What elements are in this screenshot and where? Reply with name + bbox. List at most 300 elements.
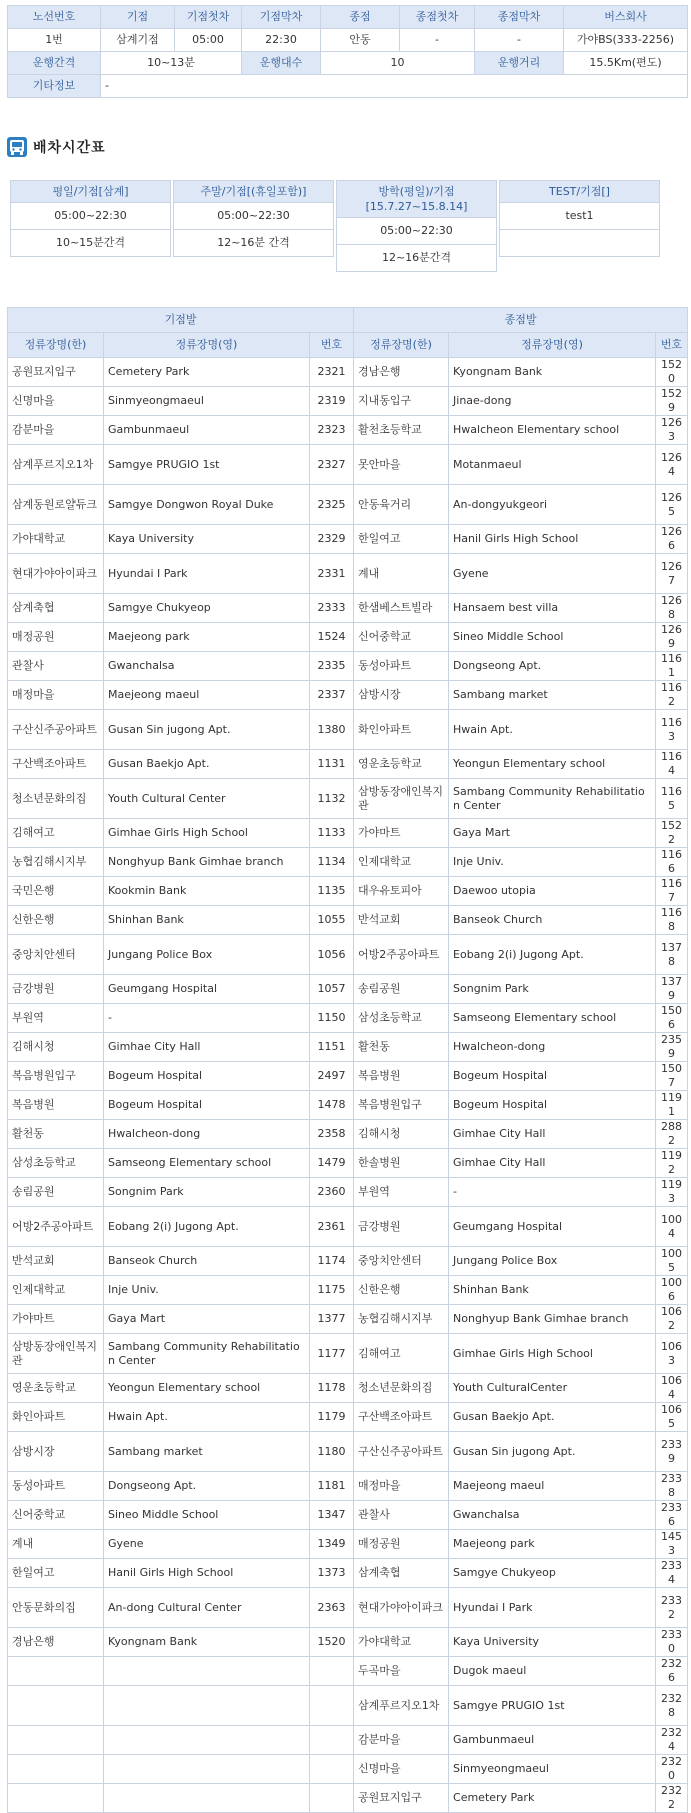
- origin-stop-name-ko: 중앙치안센터: [8, 935, 104, 975]
- origin-stop-number: 2325: [310, 485, 354, 525]
- terminus-stop-name-en: Samgye Chukyeop: [449, 1559, 656, 1588]
- bus-count-value: 10: [321, 52, 475, 75]
- origin-stop-number: 1133: [310, 819, 354, 848]
- terminus-stop-name-ko: 청소년문화의집: [354, 1374, 449, 1403]
- origin-stop-name-ko: 송림공원: [8, 1178, 104, 1207]
- terminus-stop-name-ko: 삼방동장애인복지관: [354, 779, 449, 819]
- origin-stop-name-en: Samgye Chukyeop: [104, 594, 310, 623]
- origin-stop-number: 1135: [310, 877, 354, 906]
- interval-label: 운행간격: [8, 52, 101, 75]
- terminus-stop-name-ko: 김해여고: [354, 1334, 449, 1374]
- table-row: [8, 445, 688, 485]
- terminus-stop-name-ko: 한샘베스트빌라: [354, 594, 449, 623]
- schedule-card-title: 방학(평일)/기점 [15.7.27~15.8.14]: [337, 181, 496, 218]
- route-number: 1번: [8, 29, 101, 52]
- terminus-stop-name-en: Gusan Baekjo Apt.: [449, 1403, 656, 1432]
- schedule-card-title: 주말/기점[(휴일포함)]: [174, 181, 333, 203]
- etc-label: 기타정보: [8, 75, 101, 98]
- origin-stop-number: 2361: [310, 1207, 354, 1247]
- stop-number-header: 번호: [656, 333, 688, 358]
- origin-stop-name-en: Sineo Middle School: [104, 1501, 310, 1530]
- origin-stop-name-en: Shinhan Bank: [104, 906, 310, 935]
- stop-name-ko-header: 정류장명(한): [354, 333, 449, 358]
- terminus-stop-name-en: Hansaem best villa: [449, 594, 656, 623]
- origin: 삼계기점: [101, 29, 175, 52]
- terminus-stop-name-en: Banseok Church: [449, 906, 656, 935]
- origin-stop-name-en: Gusan Baekjo Apt.: [104, 750, 310, 779]
- terminus-stop-name-ko: 활천동: [354, 1033, 449, 1062]
- origin-stop-name-ko: 신어중학교: [8, 1501, 104, 1530]
- origin-stop-number: 1175: [310, 1276, 354, 1305]
- terminus-stop-number: 1193: [656, 1178, 688, 1207]
- terminus-stop-name-ko: 매정마을: [354, 1472, 449, 1501]
- terminus-stop-name-en: Gimhae City Hall: [449, 1120, 656, 1149]
- origin-stop-number: 2497: [310, 1062, 354, 1091]
- schedule-card-interval: [500, 230, 659, 256]
- bus-company-header: 버스회사: [564, 6, 688, 29]
- route-info-value-row: [8, 29, 688, 52]
- terminus-stop-name-en: Hwalcheon-dong: [449, 1033, 656, 1062]
- terminus-stop-number: 1529: [656, 387, 688, 416]
- terminus-first-header: 종점첫차: [400, 6, 475, 29]
- schedule-card-weekday: [10, 180, 171, 257]
- terminus-stop-number: 1264: [656, 445, 688, 485]
- table-row: [8, 1033, 688, 1062]
- origin-stop-name-ko: 활천동: [8, 1120, 104, 1149]
- origin-stop-name-en: Hanil Girls High School: [104, 1559, 310, 1588]
- terminus-stop-number: 1378: [656, 935, 688, 975]
- schedule-section-title: [7, 136, 106, 158]
- origin-stop-name-ko: 매정마을: [8, 681, 104, 710]
- table-row: [8, 750, 688, 779]
- route-number-header: 노선번호: [8, 6, 101, 29]
- terminus: 안동: [321, 29, 400, 52]
- terminus-stop-number: 2324: [656, 1726, 688, 1755]
- origin-stop-number: 1134: [310, 848, 354, 877]
- table-row: [8, 554, 688, 594]
- origin-stop-name-en: Maejeong maeul: [104, 681, 310, 710]
- terminus-first-bus: -: [400, 29, 475, 52]
- table-row: [8, 975, 688, 1004]
- terminus-stop-name-ko: 금강병원: [354, 1207, 449, 1247]
- origin-stop-name-en: Sinmyeongmaeul: [104, 387, 310, 416]
- table-row: [8, 848, 688, 877]
- origin-last-header: 기점막차: [242, 6, 321, 29]
- terminus-stop-name-en: Kaya University: [449, 1628, 656, 1657]
- terminus-stop-name-en: An-dongyukgeori: [449, 485, 656, 525]
- origin-stop-number: 1057: [310, 975, 354, 1004]
- origin-stop-name-ko: 가야마트: [8, 1305, 104, 1334]
- table-row: [8, 906, 688, 935]
- terminus-stop-name-ko: 관찰사: [354, 1501, 449, 1530]
- table-row: [8, 525, 688, 554]
- origin-stop-number: 1478: [310, 1091, 354, 1120]
- origin-stop-name-en: Gimhae Girls High School: [104, 819, 310, 848]
- origin-stop-name-ko: 인제대학교: [8, 1276, 104, 1305]
- origin-stop-name-ko: 동성아파트: [8, 1472, 104, 1501]
- terminus-stop-name-ko: 계내: [354, 554, 449, 594]
- origin-stop-name-ko: 삼방동장애인복지관: [8, 1334, 104, 1374]
- origin-stop-name-ko: 삼방시장: [8, 1432, 104, 1472]
- terminus-stop-name-en: Hyundai I Park: [449, 1588, 656, 1628]
- terminus-stop-name-en: Motanmaeul: [449, 445, 656, 485]
- terminus-stop-name-ko: 대우유토피아: [354, 877, 449, 906]
- origin-stop-name-en: Jungang Police Box: [104, 935, 310, 975]
- terminus-stop-name-en: Shinhan Bank: [449, 1276, 656, 1305]
- table-row: [8, 1276, 688, 1305]
- origin-stop-name-en: Banseok Church: [104, 1247, 310, 1276]
- origin-stop-name-ko: 농협김해시지부: [8, 848, 104, 877]
- terminus-stop-name-ko: 복음병원: [354, 1062, 449, 1091]
- origin-stop-number: 2321: [310, 358, 354, 387]
- origin-stop-name-en: Yeongun Elementary school: [104, 1374, 310, 1403]
- table-row: [8, 1374, 688, 1403]
- origin-stop-number: 1347: [310, 1501, 354, 1530]
- table-row: [8, 1559, 688, 1588]
- origin-stop-name-ko: 매정공원: [8, 623, 104, 652]
- table-row: [8, 1091, 688, 1120]
- origin-stop-number: 1174: [310, 1247, 354, 1276]
- terminus-stop-name-ko: 부원역: [354, 1178, 449, 1207]
- origin-stop-name-en: Youth Cultural Center: [104, 779, 310, 819]
- terminus-stop-name-ko: 못안마을: [354, 445, 449, 485]
- table-row: [8, 485, 688, 525]
- terminus-stop-name-ko: 화인아파트: [354, 710, 449, 750]
- interval-value: 10~13분: [101, 52, 242, 75]
- origin-stop-name-en: [104, 1657, 310, 1686]
- table-row: [8, 1686, 688, 1726]
- origin-stop-name-en: -: [104, 1004, 310, 1033]
- terminus-stop-name-en: Daewoo utopia: [449, 877, 656, 906]
- origin-first-bus: 05:00: [175, 29, 242, 52]
- origin-stop-name-ko: 계내: [8, 1530, 104, 1559]
- terminus-stop-number: 1164: [656, 750, 688, 779]
- terminus-stop-name-en: Sambang Community Rehabilitation Center: [449, 779, 656, 819]
- table-row: [8, 387, 688, 416]
- table-row: [8, 935, 688, 975]
- table-row: [8, 1403, 688, 1432]
- table-row: [8, 623, 688, 652]
- terminus-stop-number: 1506: [656, 1004, 688, 1033]
- origin-stop-name-ko: 경남은행: [8, 1628, 104, 1657]
- route-info-header-row: [8, 6, 688, 29]
- schedule-card-weekend: [173, 180, 334, 257]
- origin-stop-name-en: Eobang 2(i) Jugong Apt.: [104, 1207, 310, 1247]
- terminus-stop-number: 1005: [656, 1247, 688, 1276]
- origin-stop-number: [310, 1726, 354, 1755]
- schedule-title: 배차시간표: [33, 140, 106, 156]
- origin-stop-name-en: Songnim Park: [104, 1178, 310, 1207]
- terminus-stop-number: 2339: [656, 1432, 688, 1472]
- terminus-stop-name-en: Dongseong Apt.: [449, 652, 656, 681]
- origin-stop-name-ko: 김해시청: [8, 1033, 104, 1062]
- origin-stop-number: 2327: [310, 445, 354, 485]
- terminus-stop-name-ko: 구산신주공아파트: [354, 1432, 449, 1472]
- terminus-stop-number: 1267: [656, 554, 688, 594]
- schedule-card-title: TEST/기점[]: [500, 181, 659, 203]
- table-row: [8, 1726, 688, 1755]
- terminus-stop-number: 1163: [656, 710, 688, 750]
- table-row: [8, 877, 688, 906]
- origin-stop-number: 1150: [310, 1004, 354, 1033]
- terminus-stop-number: 2332: [656, 1588, 688, 1628]
- terminus-stop-number: 1065: [656, 1403, 688, 1432]
- stop-number-header: 번호: [310, 333, 354, 358]
- origin-stop-name-ko: [8, 1686, 104, 1726]
- terminus-stop-name-ko: 삼방시장: [354, 681, 449, 710]
- origin-stop-name-en: Hwalcheon-dong: [104, 1120, 310, 1149]
- terminus-stop-number: 1268: [656, 594, 688, 623]
- origin-stop-number: [310, 1755, 354, 1784]
- schedule-card-test: [499, 180, 660, 257]
- terminus-stop-name-en: Samgye PRUGIO 1st: [449, 1686, 656, 1726]
- terminus-stop-number: 1165: [656, 779, 688, 819]
- origin-stop-number: 1177: [310, 1334, 354, 1374]
- table-row: [8, 1588, 688, 1628]
- terminus-stop-name-ko: 구산백조아파트: [354, 1403, 449, 1432]
- origin-stop-name-en: Gaya Mart: [104, 1305, 310, 1334]
- origin-stop-number: 1181: [310, 1472, 354, 1501]
- terminus-stop-name-ko: 경남은행: [354, 358, 449, 387]
- origin-stop-name-en: Kookmin Bank: [104, 877, 310, 906]
- terminus-stop-name-ko: 중앙치안센터: [354, 1247, 449, 1276]
- terminus-stop-number: 2338: [656, 1472, 688, 1501]
- terminus-stop-name-en: Kyongnam Bank: [449, 358, 656, 387]
- terminus-stop-number: 1263: [656, 416, 688, 445]
- terminus-stop-name-en: Jungang Police Box: [449, 1247, 656, 1276]
- terminus-stop-number: 1379: [656, 975, 688, 1004]
- bus-stops-table: [7, 307, 688, 1813]
- stop-name-en-header: 정류장명(영): [449, 333, 656, 358]
- terminus-stop-name-ko: 한일여고: [354, 525, 449, 554]
- terminus-stop-name-en: Gyene: [449, 554, 656, 594]
- terminus-stop-number: 1192: [656, 1149, 688, 1178]
- stop-name-en-header: 정류장명(영): [104, 333, 310, 358]
- terminus-stop-number: 1064: [656, 1374, 688, 1403]
- terminus-stop-name-en: Jinae-dong: [449, 387, 656, 416]
- terminus-stop-name-en: Yeongun Elementary school: [449, 750, 656, 779]
- terminus-stop-name-en: Hwain Apt.: [449, 710, 656, 750]
- table-row: [8, 1472, 688, 1501]
- terminus-stop-name-ko: 안동육거리: [354, 485, 449, 525]
- terminus-stop-name-ko: 활천초등학교: [354, 416, 449, 445]
- terminus-stop-name-en: Samseong Elementary school: [449, 1004, 656, 1033]
- terminus-header: 종점: [321, 6, 400, 29]
- terminus-stop-number: 1269: [656, 623, 688, 652]
- origin-stop-number: 1479: [310, 1149, 354, 1178]
- terminus-stop-number: 1004: [656, 1207, 688, 1247]
- origin-stop-number: 2331: [310, 554, 354, 594]
- terminus-stop-name-en: -: [449, 1178, 656, 1207]
- terminus-last-bus: -: [475, 29, 564, 52]
- terminus-stop-number: 2320: [656, 1755, 688, 1784]
- origin-stop-number: 2363: [310, 1588, 354, 1628]
- terminus-stop-name-en: Nonghyup Bank Gimhae branch: [449, 1305, 656, 1334]
- terminus-stop-number: 2359: [656, 1033, 688, 1062]
- terminus-stop-name-ko: 신한은행: [354, 1276, 449, 1305]
- schedule-card-hours: 05:00~22:30: [174, 203, 333, 230]
- terminus-stop-name-ko: 한솔병원: [354, 1149, 449, 1178]
- terminus-stop-name-ko: 삼성초등학교: [354, 1004, 449, 1033]
- terminus-stop-name-en: Gimhae City Hall: [449, 1149, 656, 1178]
- origin-stop-name-en: Gambunmaeul: [104, 416, 310, 445]
- terminus-stop-name-en: Sinmyeongmaeul: [449, 1755, 656, 1784]
- terminus-stop-name-ko: 농협김해시지부: [354, 1305, 449, 1334]
- terminus-stop-name-en: Gimhae Girls High School: [449, 1334, 656, 1374]
- origin-stop-number: 1056: [310, 935, 354, 975]
- origin-stop-number: [310, 1686, 354, 1726]
- terminus-stop-number: 2882: [656, 1120, 688, 1149]
- direction-header-row: [8, 308, 688, 333]
- stop-name-ko-header: 정류장명(한): [8, 333, 104, 358]
- table-row: [8, 358, 688, 387]
- origin-stop-name-ko: 어방2주공아파트: [8, 1207, 104, 1247]
- origin-stop-name-en: Samgye PRUGIO 1st: [104, 445, 310, 485]
- origin-stop-name-ko: 신명마을: [8, 387, 104, 416]
- terminus-stop-name-ko: 복음병원입구: [354, 1091, 449, 1120]
- origin-stop-name-ko: 복음병원: [8, 1091, 104, 1120]
- table-row: [8, 1149, 688, 1178]
- origin-stop-number: 1349: [310, 1530, 354, 1559]
- origin-stop-name-ko: 반석교회: [8, 1247, 104, 1276]
- origin-stop-number: 1055: [310, 906, 354, 935]
- origin-stop-name-en: Gyene: [104, 1530, 310, 1559]
- route-info-etc-row: [8, 75, 688, 98]
- origin-stop-number: [310, 1657, 354, 1686]
- terminus-stop-name-en: Songnim Park: [449, 975, 656, 1004]
- origin-stop-name-en: Dongseong Apt.: [104, 1472, 310, 1501]
- origin-stop-number: 2335: [310, 652, 354, 681]
- origin-stop-name-ko: 가야대학교: [8, 525, 104, 554]
- origin-stop-number: 1131: [310, 750, 354, 779]
- terminus-stop-name-en: Bogeum Hospital: [449, 1062, 656, 1091]
- route-info-detail-row: [8, 52, 688, 75]
- terminus-stop-number: 1167: [656, 877, 688, 906]
- terminus-stop-name-ko: 신명마을: [354, 1755, 449, 1784]
- origin-stop-name-en: Hyundai I Park: [104, 554, 310, 594]
- terminus-stop-name-ko: 김해시청: [354, 1120, 449, 1149]
- origin-first-header: 기점첫차: [175, 6, 242, 29]
- table-row: [8, 819, 688, 848]
- origin-stop-name-ko: [8, 1755, 104, 1784]
- terminus-stop-name-en: Gusan Sin jugong Apt.: [449, 1432, 656, 1472]
- origin-stop-name-en: An-dong Cultural Center: [104, 1588, 310, 1628]
- terminus-direction-header: 종점발: [354, 308, 688, 333]
- table-row: [8, 1207, 688, 1247]
- origin-stop-name-ko: 구산백조아파트: [8, 750, 104, 779]
- table-row: [8, 1628, 688, 1657]
- terminus-stop-name-ko: 공원묘지입구: [354, 1784, 449, 1813]
- terminus-stop-name-ko: 어방2주공아파트: [354, 935, 449, 975]
- origin-stop-name-ko: 복음병원입구: [8, 1062, 104, 1091]
- origin-stop-name-ko: 신한은행: [8, 906, 104, 935]
- origin-stop-name-ko: 삼계축협: [8, 594, 104, 623]
- origin-stop-name-en: Inje Univ.: [104, 1276, 310, 1305]
- distance-value: 15.5Km(편도): [564, 52, 688, 75]
- terminus-stop-name-en: Dugok maeul: [449, 1657, 656, 1686]
- table-row: [8, 1120, 688, 1149]
- distance-label: 운행거리: [475, 52, 564, 75]
- terminus-stop-name-ko: 신어중학교: [354, 623, 449, 652]
- origin-stop-name-en: [104, 1726, 310, 1755]
- terminus-stop-name-ko: 송림공원: [354, 975, 449, 1004]
- terminus-stop-number: 1162: [656, 681, 688, 710]
- terminus-stop-name-ko: 감분마을: [354, 1726, 449, 1755]
- table-row: [8, 416, 688, 445]
- origin-stop-number: 1380: [310, 710, 354, 750]
- origin-stop-name-ko: [8, 1784, 104, 1813]
- terminus-stop-name-ko: 삼계푸르지오1차: [354, 1686, 449, 1726]
- origin-stop-name-ko: 안동문화의집: [8, 1588, 104, 1628]
- table-row: [8, 1004, 688, 1033]
- schedule-card-hours: test1: [500, 203, 659, 230]
- origin-stop-number: 1179: [310, 1403, 354, 1432]
- origin-stop-number: 2337: [310, 681, 354, 710]
- terminus-stop-number: 1166: [656, 848, 688, 877]
- column-header-row: [8, 333, 688, 358]
- origin-stop-name-en: Nonghyup Bank Gimhae branch: [104, 848, 310, 877]
- origin-stop-name-ko: 감분마을: [8, 416, 104, 445]
- origin-stop-name-ko: [8, 1726, 104, 1755]
- origin-stop-name-en: Cemetery Park: [104, 358, 310, 387]
- terminus-stop-name-ko: 가야대학교: [354, 1628, 449, 1657]
- terminus-stop-name-en: Hanil Girls High School: [449, 525, 656, 554]
- origin-stop-name-ko: 삼성초등학교: [8, 1149, 104, 1178]
- terminus-stop-number: 1522: [656, 819, 688, 848]
- terminus-stop-name-ko: 현대가야아이파크: [354, 1588, 449, 1628]
- origin-stop-number: 2323: [310, 416, 354, 445]
- table-row: [8, 681, 688, 710]
- origin-stop-name-ko: 현대가야아이파크: [8, 554, 104, 594]
- terminus-stop-name-en: Bogeum Hospital: [449, 1091, 656, 1120]
- origin-stop-name-ko: 구산신주공아파트: [8, 710, 104, 750]
- terminus-stop-name-ko: 지내동입구: [354, 387, 449, 416]
- terminus-stop-name-ko: 인제대학교: [354, 848, 449, 877]
- origin-stop-name-ko: 국민은행: [8, 877, 104, 906]
- terminus-stop-name-ko: 매정공원: [354, 1530, 449, 1559]
- table-row: [8, 1530, 688, 1559]
- origin-stop-number: 1151: [310, 1033, 354, 1062]
- origin-stop-number: 1178: [310, 1374, 354, 1403]
- terminus-stop-name-en: Cemetery Park: [449, 1784, 656, 1813]
- origin-stop-name-en: [104, 1686, 310, 1726]
- schedule-card-interval: 10~15분간격: [55, 236, 126, 249]
- table-row: [8, 710, 688, 750]
- terminus-stop-number: 1266: [656, 525, 688, 554]
- table-row: [8, 1432, 688, 1472]
- schedule-card-hours: 05:00~22:30: [11, 203, 170, 230]
- terminus-stop-name-ko: 영운초등학교: [354, 750, 449, 779]
- terminus-stop-name-en: Hwalcheon Elementary school: [449, 416, 656, 445]
- table-row: [8, 652, 688, 681]
- terminus-stop-name-en: Gaya Mart: [449, 819, 656, 848]
- schedule-card-interval: 12~16분간격: [381, 251, 452, 264]
- table-row: [8, 1247, 688, 1276]
- terminus-stop-number: 2322: [656, 1784, 688, 1813]
- route-info-table: [7, 5, 688, 98]
- table-row: [8, 1334, 688, 1374]
- terminus-stop-number: 1191: [656, 1091, 688, 1120]
- origin-stop-number: 1132: [310, 779, 354, 819]
- origin-stop-name-ko: 부원역: [8, 1004, 104, 1033]
- origin-stop-number: 1524: [310, 623, 354, 652]
- terminus-stop-number: 1265: [656, 485, 688, 525]
- origin-stop-name-ko: 청소년문화의집: [8, 779, 104, 819]
- origin-stop-number: 1520: [310, 1628, 354, 1657]
- terminus-stop-number: 1507: [656, 1062, 688, 1091]
- origin-stop-name-en: Maejeong park: [104, 623, 310, 652]
- origin-stop-name-ko: 삼계푸르지오1차: [8, 445, 104, 485]
